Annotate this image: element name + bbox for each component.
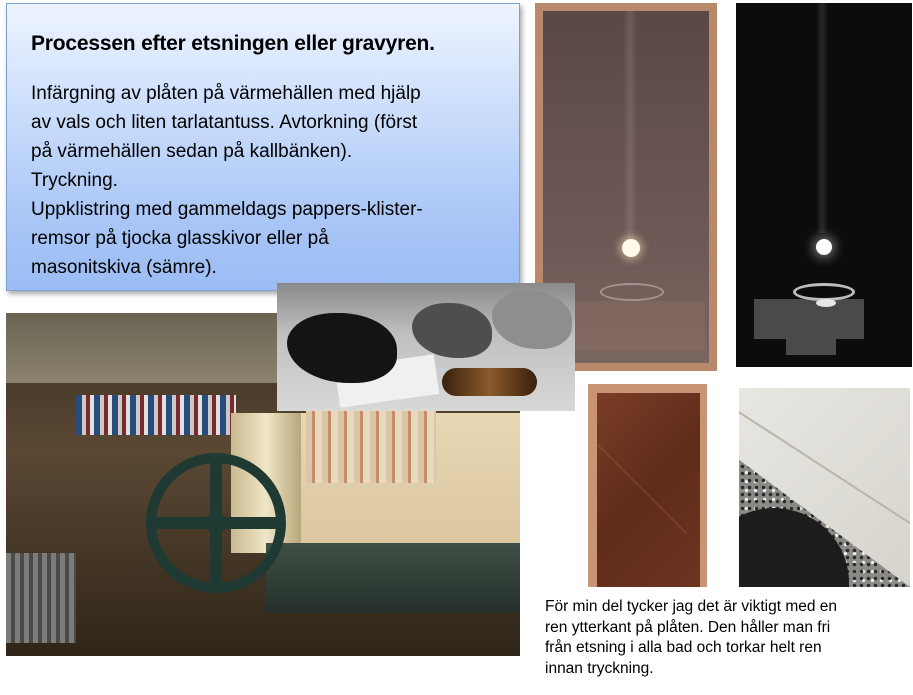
slide-title: Processen efter etsningen eller gravyren. <box>31 32 435 55</box>
body-line: masonitskiva (sämre). <box>31 257 217 278</box>
light-beam <box>623 11 637 241</box>
press-wheel <box>146 453 286 593</box>
body-line: Infärgning av plåten på värmehällen med hjälp <box>31 83 421 104</box>
body-line: Tryckning. <box>31 170 118 191</box>
body-line: remsor på tjocka glasskivor eller på <box>31 228 329 249</box>
print-margin-photo <box>739 388 910 587</box>
caption-line: från etsning i alla bad och torkar helt ren <box>545 639 822 656</box>
tarlatan-photo <box>277 283 575 411</box>
shelf <box>76 395 236 435</box>
diagonal-line <box>597 444 687 534</box>
caption-line: ren ytterkant på plåten. Den håller man fri <box>545 618 831 636</box>
tarlatan-pad <box>492 291 572 349</box>
caption-text <box>545 597 913 679</box>
radiator <box>6 553 76 643</box>
print-photo <box>736 3 912 367</box>
tarlatan-pad <box>412 303 492 358</box>
press-bed <box>266 543 520 613</box>
ellipse-shape <box>600 283 664 301</box>
bowl-shape <box>816 299 836 307</box>
body-line: på värmehällen sedan på kallbänken). <box>31 141 353 162</box>
title-textbox <box>6 3 520 291</box>
step-shape <box>555 301 705 351</box>
body-line: av vals och liten tarlatantuss. Avtorkning (först <box>31 112 418 133</box>
ink-roller <box>442 368 537 396</box>
step-shape <box>786 315 836 355</box>
dark-shape <box>739 508 849 587</box>
caption-line: För min del tycker jag det är viktigt med en <box>545 598 838 615</box>
light-orb <box>622 239 640 257</box>
curtained-window <box>306 408 436 483</box>
caption-line: innan tryckning. <box>545 659 654 677</box>
light-beam <box>816 3 828 233</box>
slide-body-text <box>31 79 501 282</box>
light-orb <box>816 239 832 255</box>
tarlatan-pad <box>287 313 397 383</box>
copper-plate-edge-photo <box>588 384 707 587</box>
body-line: Uppklistring med gammeldags pappers-klister- <box>31 199 423 220</box>
